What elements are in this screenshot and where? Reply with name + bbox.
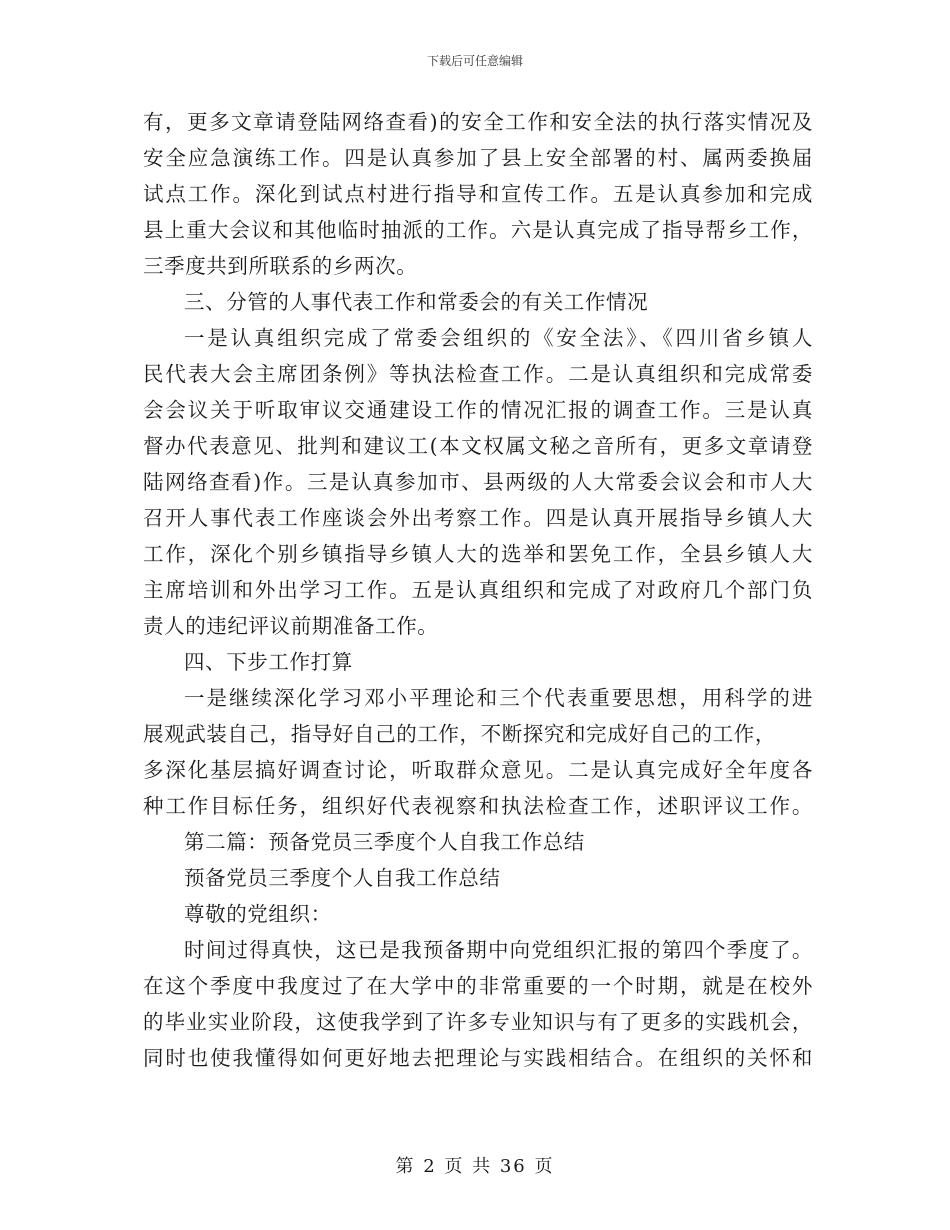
text-line: 时间过得真快，这已是我预备期中向党组织汇报的第四个季度了。 (184, 938, 813, 962)
text-line: 尊敬的党组织： (184, 902, 332, 926)
page-number-footer: 第 2 页 共 36 页 (395, 1156, 555, 1177)
page-header: 下载后可任意编辑 (426, 54, 523, 68)
text-line: 三季度共到所联系的乡两次。 (143, 254, 418, 278)
text-line: 展观武装自己，指导好自己的工作，不断探究和完成好自己的工作， (143, 722, 776, 746)
text-line: 有，更多文章请登陆网络查看)的安全工作和安全法的执行落实情况及 (143, 110, 813, 134)
text-line: 四、下步工作打算 (184, 650, 353, 674)
text-line: 的毕业实业阶段，这使我学到了许多专业知识与有了更多的实践机会， (143, 1010, 813, 1034)
text-line: 陆网络查看)作。三是认真参加市、县两级的人大常委会议会和市人大 (143, 470, 813, 494)
text-line: 主席培训和外出学习工作。五是认真组织和完成了对政府几个部门负 (143, 578, 813, 602)
text-line: 在这个季度中我度过了在大学中的非常重要的一个时期，就是在校外 (143, 974, 813, 998)
text-line: 多深化基层搞好调查讨论，听取群众意见。二是认真完成好全年度各 (143, 758, 813, 782)
text-line: 安全应急演练工作。四是认真参加了县上安全部署的村、属两委换届 (143, 146, 813, 170)
text-line: 召开人事代表工作座谈会外出考察工作。四是认真开展指导乡镇人大 (143, 506, 813, 530)
text-line: 民代表大会主席团条例》等执法检查工作。二是认真组织和完成常委 (143, 362, 813, 386)
text-line: 同时也使我懂得如何更好地去把理论与实践相结合。在组织的关怀和 (143, 1046, 813, 1070)
text-line: 预备党员三季度个人自我工作总结 (184, 866, 501, 890)
document-body (143, 104, 813, 1076)
text-line: 第二篇：预备党员三季度个人自我工作总结 (184, 830, 585, 854)
text-line: 试点工作。深化到试点村进行指导和宣传工作。五是认真参加和完成 (143, 182, 813, 206)
text-line: 种工作目标任务，组织好代表视察和执法检查工作，述职评议工作。 (143, 794, 813, 818)
text-line: 三、分管的人事代表工作和常委会的有关工作情况 (184, 290, 649, 314)
text-line: 责人的违纪评议前期准备工作。 (143, 614, 439, 638)
text-line: 督办代表意见、批判和建议工(本文权属文秘之音所有，更多文章请登 (143, 434, 813, 458)
text-line: 一是认真组织完成了常委会组织的《安全法》、《四川省乡镇人 (184, 326, 813, 350)
text-line: 县上重大会议和其他临时抽派的工作。六是认真完成了指导帮乡工作， (143, 218, 813, 242)
text-line: 工作，深化个别乡镇指导乡镇人大的选举和罢免工作，全县乡镇人大 (143, 542, 813, 566)
text-line: 会会议关于听取审议交通建设工作的情况汇报的调查工作。三是认真 (143, 398, 813, 422)
text-line: 一是继续深化学习邓小平理论和三个代表重要思想，用科学的进 (184, 686, 813, 710)
